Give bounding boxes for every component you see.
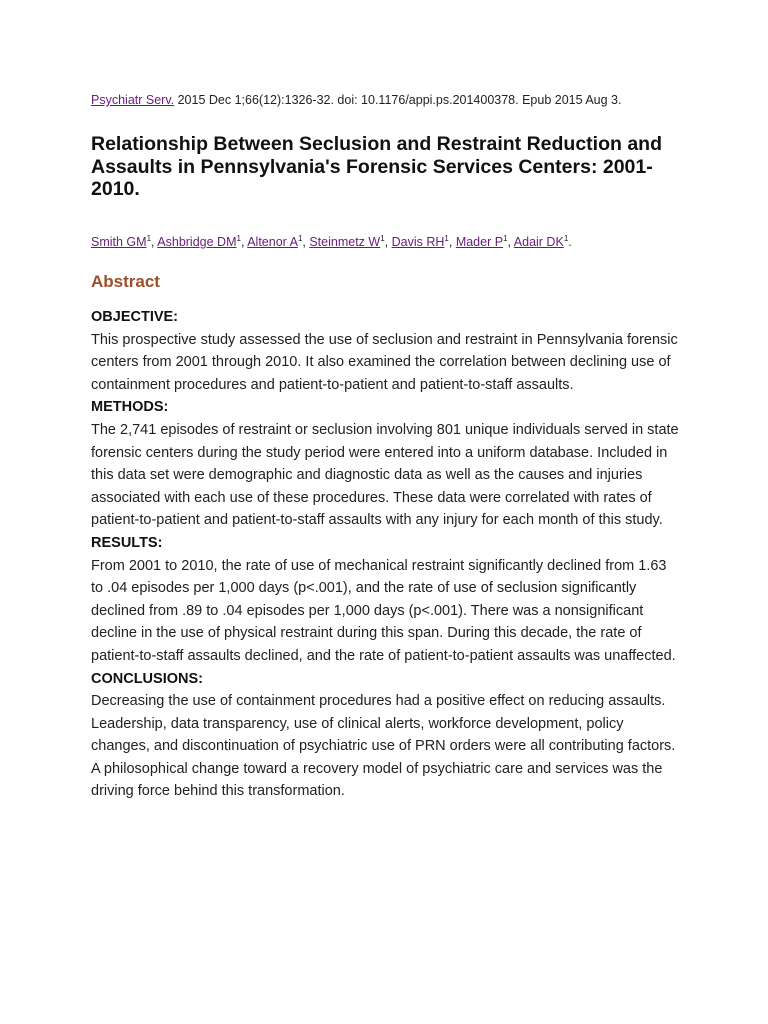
author-affiliation: 1 <box>236 233 241 243</box>
author-affiliation: 1 <box>503 233 508 243</box>
author-affiliation: 1 <box>297 233 303 243</box>
section-text: From 2001 to 2010, the rate of use of mechanical restraint significantly declined from 1.63 to .04 episodes per 1,000 days (p<.001), and the rate of use of seclusion significantly declined from .89 to .04 episodes per 1,000 days (p<.001). There was a nonsignificant decline in the use of physical restraint during this span. During this decade, the rate of patient-to-staff assaults declined, and the rate of patient-to-patient assaults was unaffected. <box>91 557 676 664</box>
citation <box>91 92 621 108</box>
author-link[interactable]: Ashbridge DM <box>157 235 237 249</box>
journal-link[interactable]: Psychiatr Serv. <box>91 93 175 107</box>
section-label: OBJECTIVE: <box>91 309 179 325</box>
section-text: This prospective study assessed the use of seclusion and restraint in Pennsylvania forensic centers from 2001 through 2010. It also examined the correlation between declining use of containment procedures and patient-to-patient and patient-to-staff assaults. <box>91 331 678 393</box>
article-title: Relationship Between Seclusion and Restraint Reduction and Assaults in Pennsylvania's Forensic Services Centers: 2001-2010. <box>91 133 663 200</box>
author-link[interactable]: Steinmetz W <box>309 235 381 249</box>
abstract-section-conclusions <box>91 668 681 804</box>
section-label: METHODS: <box>91 399 169 416</box>
author-link[interactable]: Mader P <box>455 235 504 249</box>
author-affiliation: 1 <box>380 233 385 243</box>
author-link[interactable]: Altenor A <box>247 235 298 249</box>
author-link[interactable]: Adair DK <box>513 235 564 249</box>
author-link[interactable]: Davis RH <box>391 235 445 249</box>
author-list: Smith $GM^1$, Ashbridge $DM^1$, Altenor $A^1$, Steinmetz $W^1$, Davis $RH^1$, Mader $P^1$, Adair $DK^1$. <box>91 233 572 249</box>
abstract-section-results <box>91 532 681 668</box>
section-text: Decreasing the use of containment procedures had a positive effect on reducing assaults. Leadership, data transparency, use of clinical alerts, workforce development, policy changes, and discontinuation of psychiatric use of PRN orders were all contributing factors. A philosophical change toward a recovery model of psychiatric care and services was the driving force behind this transformation. <box>91 693 676 800</box>
citation-details: 2015 Dec 1;66(12):1326-32. doi: 10.1176/appi.ps.201400378. Epub 2015 Aug 3. <box>174 93 622 107</box>
author-affiliation: 1 <box>146 233 152 243</box>
section-label: RESULTS: <box>91 534 163 551</box>
section-text: The 2,741 episodes of restraint or seclusion involving 801 unique individuals served in state forensic centers during the study period were entered into a uniform database. Included in this data set were demographic and diagnostic data as well as the causes and injuries associated with each use of these procedures. These data were correlated with rates of patient-to-patient and patient-to-staff assaults with any injury for each month of this study. <box>91 421 679 529</box>
author-affiliation: 1 <box>444 233 449 243</box>
abstract-heading: Abstract <box>91 272 160 291</box>
abstract-section-objective <box>91 306 681 396</box>
abstract-body <box>91 306 681 803</box>
abstract-section-methods <box>91 396 681 532</box>
section-label: CONCLUSIONS: <box>91 670 203 687</box>
author-affiliation: 1 <box>563 233 569 243</box>
author-link[interactable]: Smith GM <box>91 235 147 249</box>
